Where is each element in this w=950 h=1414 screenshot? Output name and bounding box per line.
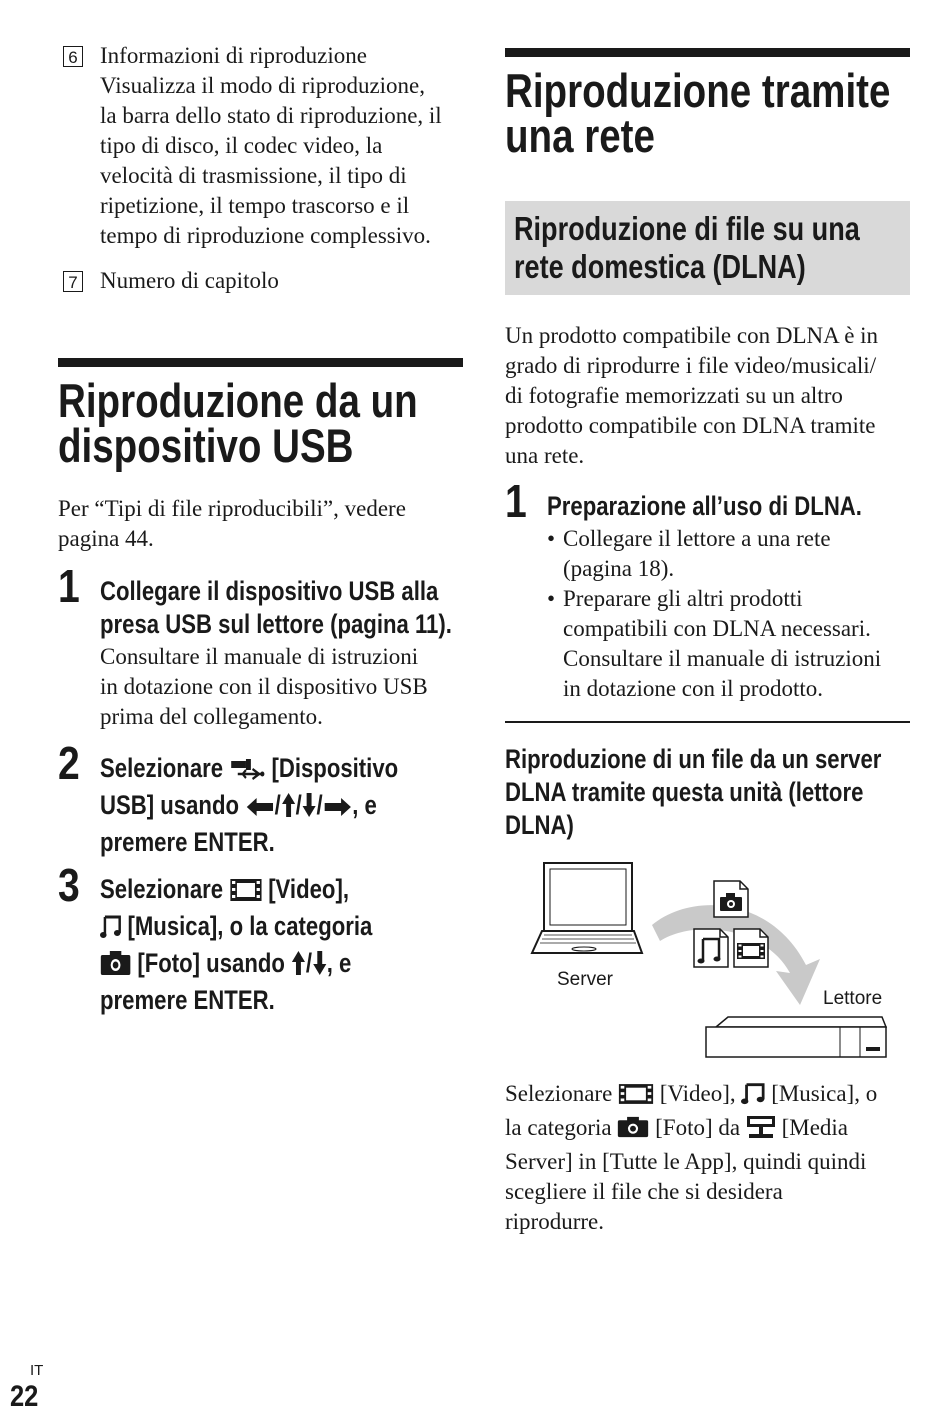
- video-file-icon: [734, 929, 768, 967]
- photo-file-icon: [714, 881, 748, 917]
- dlna-subsection-heading: Riproduzione di file su una rete domestica (DLNA): [514, 210, 860, 285]
- dlna-server-subheading: Riproduzione di un file da un server DLNA tramite questa unità (lettore DLNA): [505, 744, 882, 840]
- laptop-icon: [532, 863, 642, 953]
- dlna-intro: Un prodotto compatibile con DLNA è in grado di riprodurre i file video/musicali/ di fotografie memorizzati su un altro prodotto compatibile con DLNA tramite una rete.: [505, 323, 879, 468]
- divider: [505, 721, 910, 723]
- video-icon: [618, 1083, 654, 1113]
- item-7-text: Numero di capitolo: [100, 268, 279, 293]
- dlna-instructions: Selezionare [Video], [Musica], o la categoria [Foto] da [Media Server] in [Tutte le App], quindi quindi scegliere il file che si desidera riprodurre.: [505, 1081, 878, 1234]
- step-2-title: Selezionare [Dispositivo USB] usando / / / , e premere ENTER.: [100, 753, 399, 857]
- step-number: 2: [58, 737, 80, 789]
- step-1-title: Collegare il dispositivo USB alla presa USB sul lettore (pagina 11).: [100, 576, 452, 639]
- camera-icon: [100, 950, 131, 984]
- arrow-right-icon: [323, 793, 353, 826]
- usb-section-heading: Riproduzione da un dispositivo USB: [58, 374, 418, 472]
- music-file-icon: [694, 929, 728, 967]
- item-6-text: Informazioni di riproduzione Visualizza il modo di riproduzione, la barra dello stato di riproduzione, il tipo di disco, il codec video, la velocità di trasmissione, il tipo di ripetizione, il tempo trascorso e il tempo di riproduzione complessivo.: [100, 43, 442, 248]
- dlna-step-1-title: Preparazione all’uso di DLNA.: [547, 491, 862, 521]
- step-number: 3: [58, 859, 80, 911]
- arrow-up-icon: [281, 792, 296, 826]
- language-code: IT: [30, 1362, 44, 1379]
- player-label: Lettore: [823, 988, 883, 1009]
- usb-device-icon: [229, 756, 265, 789]
- arrow-left-icon: [245, 793, 275, 826]
- dlna-bullet-list: [547, 524, 881, 704]
- item-number-6: 6: [63, 46, 83, 67]
- dlna-diagram: [520, 855, 900, 1065]
- bluray-player-icon: [706, 1017, 886, 1057]
- server-label: Server: [557, 969, 613, 990]
- step-3-title: Selezionare [Video], [Musica], o la categoria [Foto] usando / , e premere ENTER.: [100, 874, 373, 1015]
- video-icon: [229, 877, 262, 910]
- media-server-icon: [746, 1115, 776, 1147]
- step-number: 1: [505, 475, 527, 527]
- list-item: • Preparare gli altri prodotti compatibili con DLNA necessari. Consultare il manuale di istruzioni in dotazione con il prodotto.: [547, 586, 882, 701]
- page-number: 22: [10, 1380, 39, 1413]
- step-1-body: Consultare il manuale di istruzioni in dotazione con il dispositivo USB prima del collegamento.: [100, 644, 428, 729]
- music-icon: [741, 1081, 765, 1113]
- network-section-heading: Riproduzione tramite una rete: [505, 64, 891, 162]
- dlna-diagram-graphic: [520, 855, 900, 1065]
- camera-icon: [617, 1115, 649, 1147]
- arrow-up-icon: [291, 950, 306, 984]
- item-number-7: 7: [63, 271, 83, 292]
- section-rule: [58, 358, 463, 367]
- step-number: 1: [58, 560, 80, 612]
- music-icon: [100, 913, 121, 947]
- arrow-down-icon: [312, 950, 327, 984]
- section-rule: [505, 48, 910, 57]
- usb-intro: Per “Tipi di file riproducibili”, vedere pagina 44.: [58, 496, 406, 551]
- list-item: • Collegare il lettore a una rete (pagina 18).: [547, 526, 831, 581]
- arrow-down-icon: [302, 792, 317, 826]
